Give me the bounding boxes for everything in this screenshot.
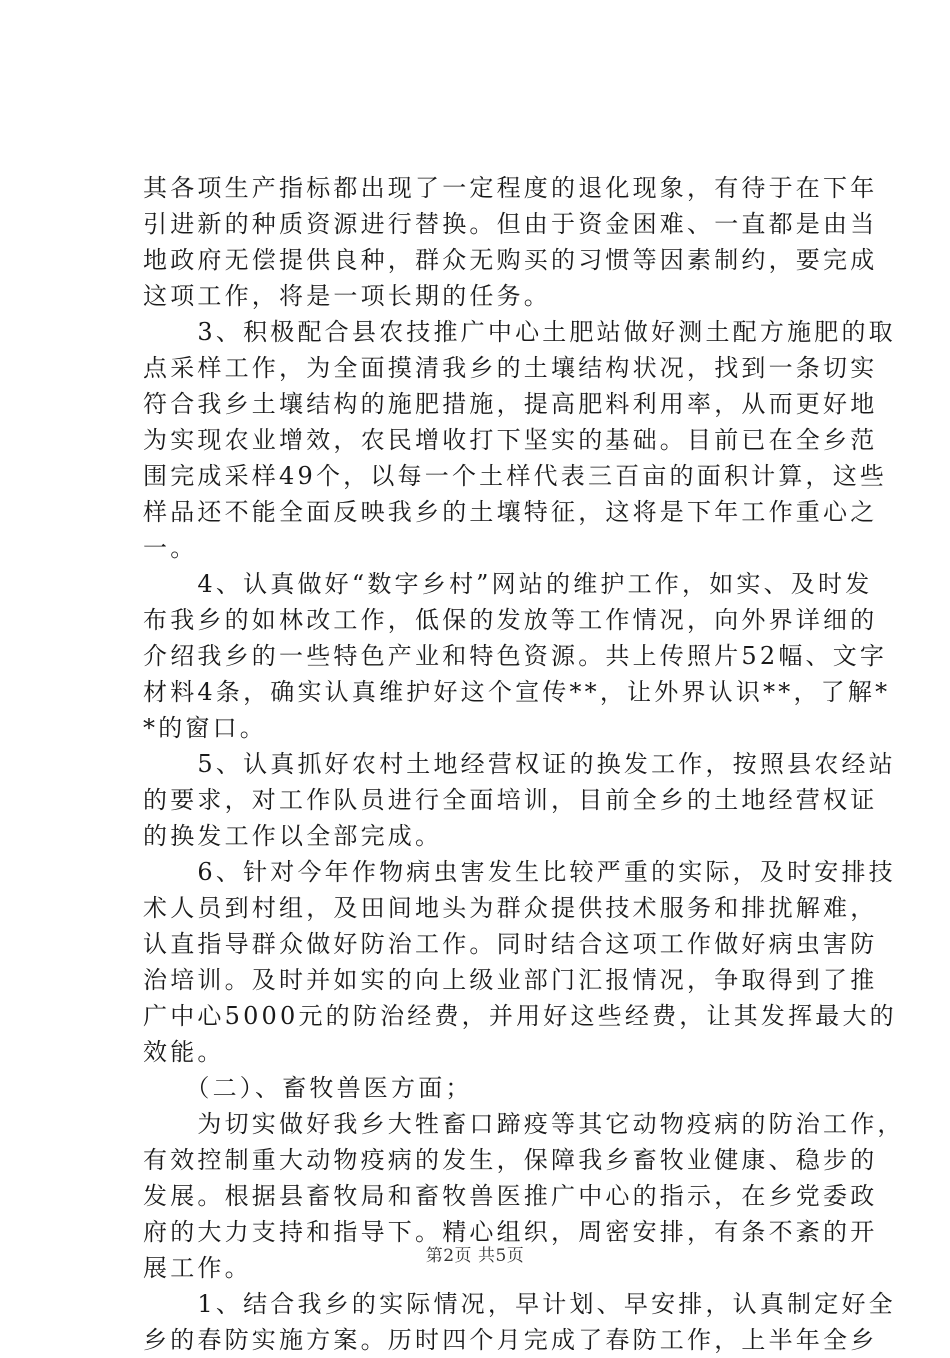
text-line: 样品还不能全面反映我乡的土壤特征，这将是下年工作重心之 (143, 498, 878, 526)
text-line: *的窗口。 (143, 714, 267, 742)
text-line: 的换发工作以全部完成。 (143, 822, 443, 850)
text-line: 有效控制重大动物疫病的发生，保障我乡畜牧业健康、稳步的 (143, 1146, 878, 1174)
text-line: 符合我乡土壤结构的施肥措施，提高肥料利用率，从而更好地 (143, 390, 878, 418)
document-body (143, 170, 905, 1358)
text-line: 一。 (143, 534, 198, 562)
text-line: 6、针对今年作物病虫害发生比较严重的实际，及时安排技 (143, 858, 896, 886)
text-line: 乡的春防实施方案。历时四个月完成了春防工作，上半年全乡 (143, 1326, 878, 1354)
text-line: 介绍我乡的一些特色产业和特色资源。共上传照片52幅、文字 (143, 642, 888, 670)
text-line: 效能。 (143, 1038, 225, 1066)
text-line: 治培训。及时并如实的向上级业部门汇报情况，争取得到了推 (143, 966, 878, 994)
text-line: 材料4条，确实认真维护好这个宣传**，让外界认识**，了解* (143, 678, 891, 706)
text-line: 5、认真抓好农村土地经营权证的换发工作，按照县农经站 (143, 750, 896, 778)
text-line: 引进新的种质资源进行替换。但由于资金困难、一直都是由当 (143, 210, 878, 238)
text-line: 其各项生产指标都出现了一定程度的退化现象，有待于在下年 (143, 174, 878, 202)
text-line: 布我乡的如林改工作，低保的发放等工作情况，向外界详细的 (143, 606, 878, 634)
text-line: 认直指导群众做好防治工作。同时结合这项工作做好病虫害防 (143, 930, 878, 958)
text-line: 4、认真做好“数字乡村”网站的维护工作，如实、及时发 (143, 570, 873, 598)
text-line: 府的大力支持和指导下。精心组织，周密安排，有条不紊的开 (143, 1218, 878, 1246)
text-line: 术人员到村组，及田间地头为群众提供技术服务和排扰解难， (143, 894, 878, 922)
text-line: 展工作。 (143, 1254, 252, 1282)
page-number-footer: 第2页 共5页 (425, 1246, 525, 1266)
text-line: 的要求，对工作队员进行全面培训，目前全乡的土地经营权证 (143, 786, 878, 814)
text-line: 3、积极配合县农技推广中心土肥站做好测土配方施肥的取 (143, 318, 896, 346)
text-line: 这项工作，将是一项长期的任务。 (143, 282, 551, 310)
text-line: 为切实做好我乡大牲畜口蹄疫等其它动物疫病的防治工作， (143, 1110, 905, 1138)
text-line: 点采样工作，为全面摸清我乡的土壤结构状况，找到一条切实 (143, 354, 878, 382)
text-line: 为实现农业增效，农民增收打下坚实的基础。目前已在全乡范 (143, 426, 878, 454)
text-line: 发展。根据县畜牧局和畜牧兽医推广中心的指示，在乡党委政 (143, 1182, 878, 1210)
text-line: 地政府无偿提供良种，群众无购买的习惯等因素制约，要完成 (143, 246, 878, 274)
text-line: 广中心5000元的防治经费，并用好这些经费，让其发挥最大的 (143, 1002, 897, 1030)
text-line: 1、结合我乡的实际情况，早计划、早安排，认真制定好全 (143, 1290, 896, 1318)
text-line: 围完成采样49个，以每一个土样代表三百亩的面积计算，这些 (143, 462, 888, 490)
section-heading: （二）、畜牧兽医方面； (143, 1074, 473, 1102)
